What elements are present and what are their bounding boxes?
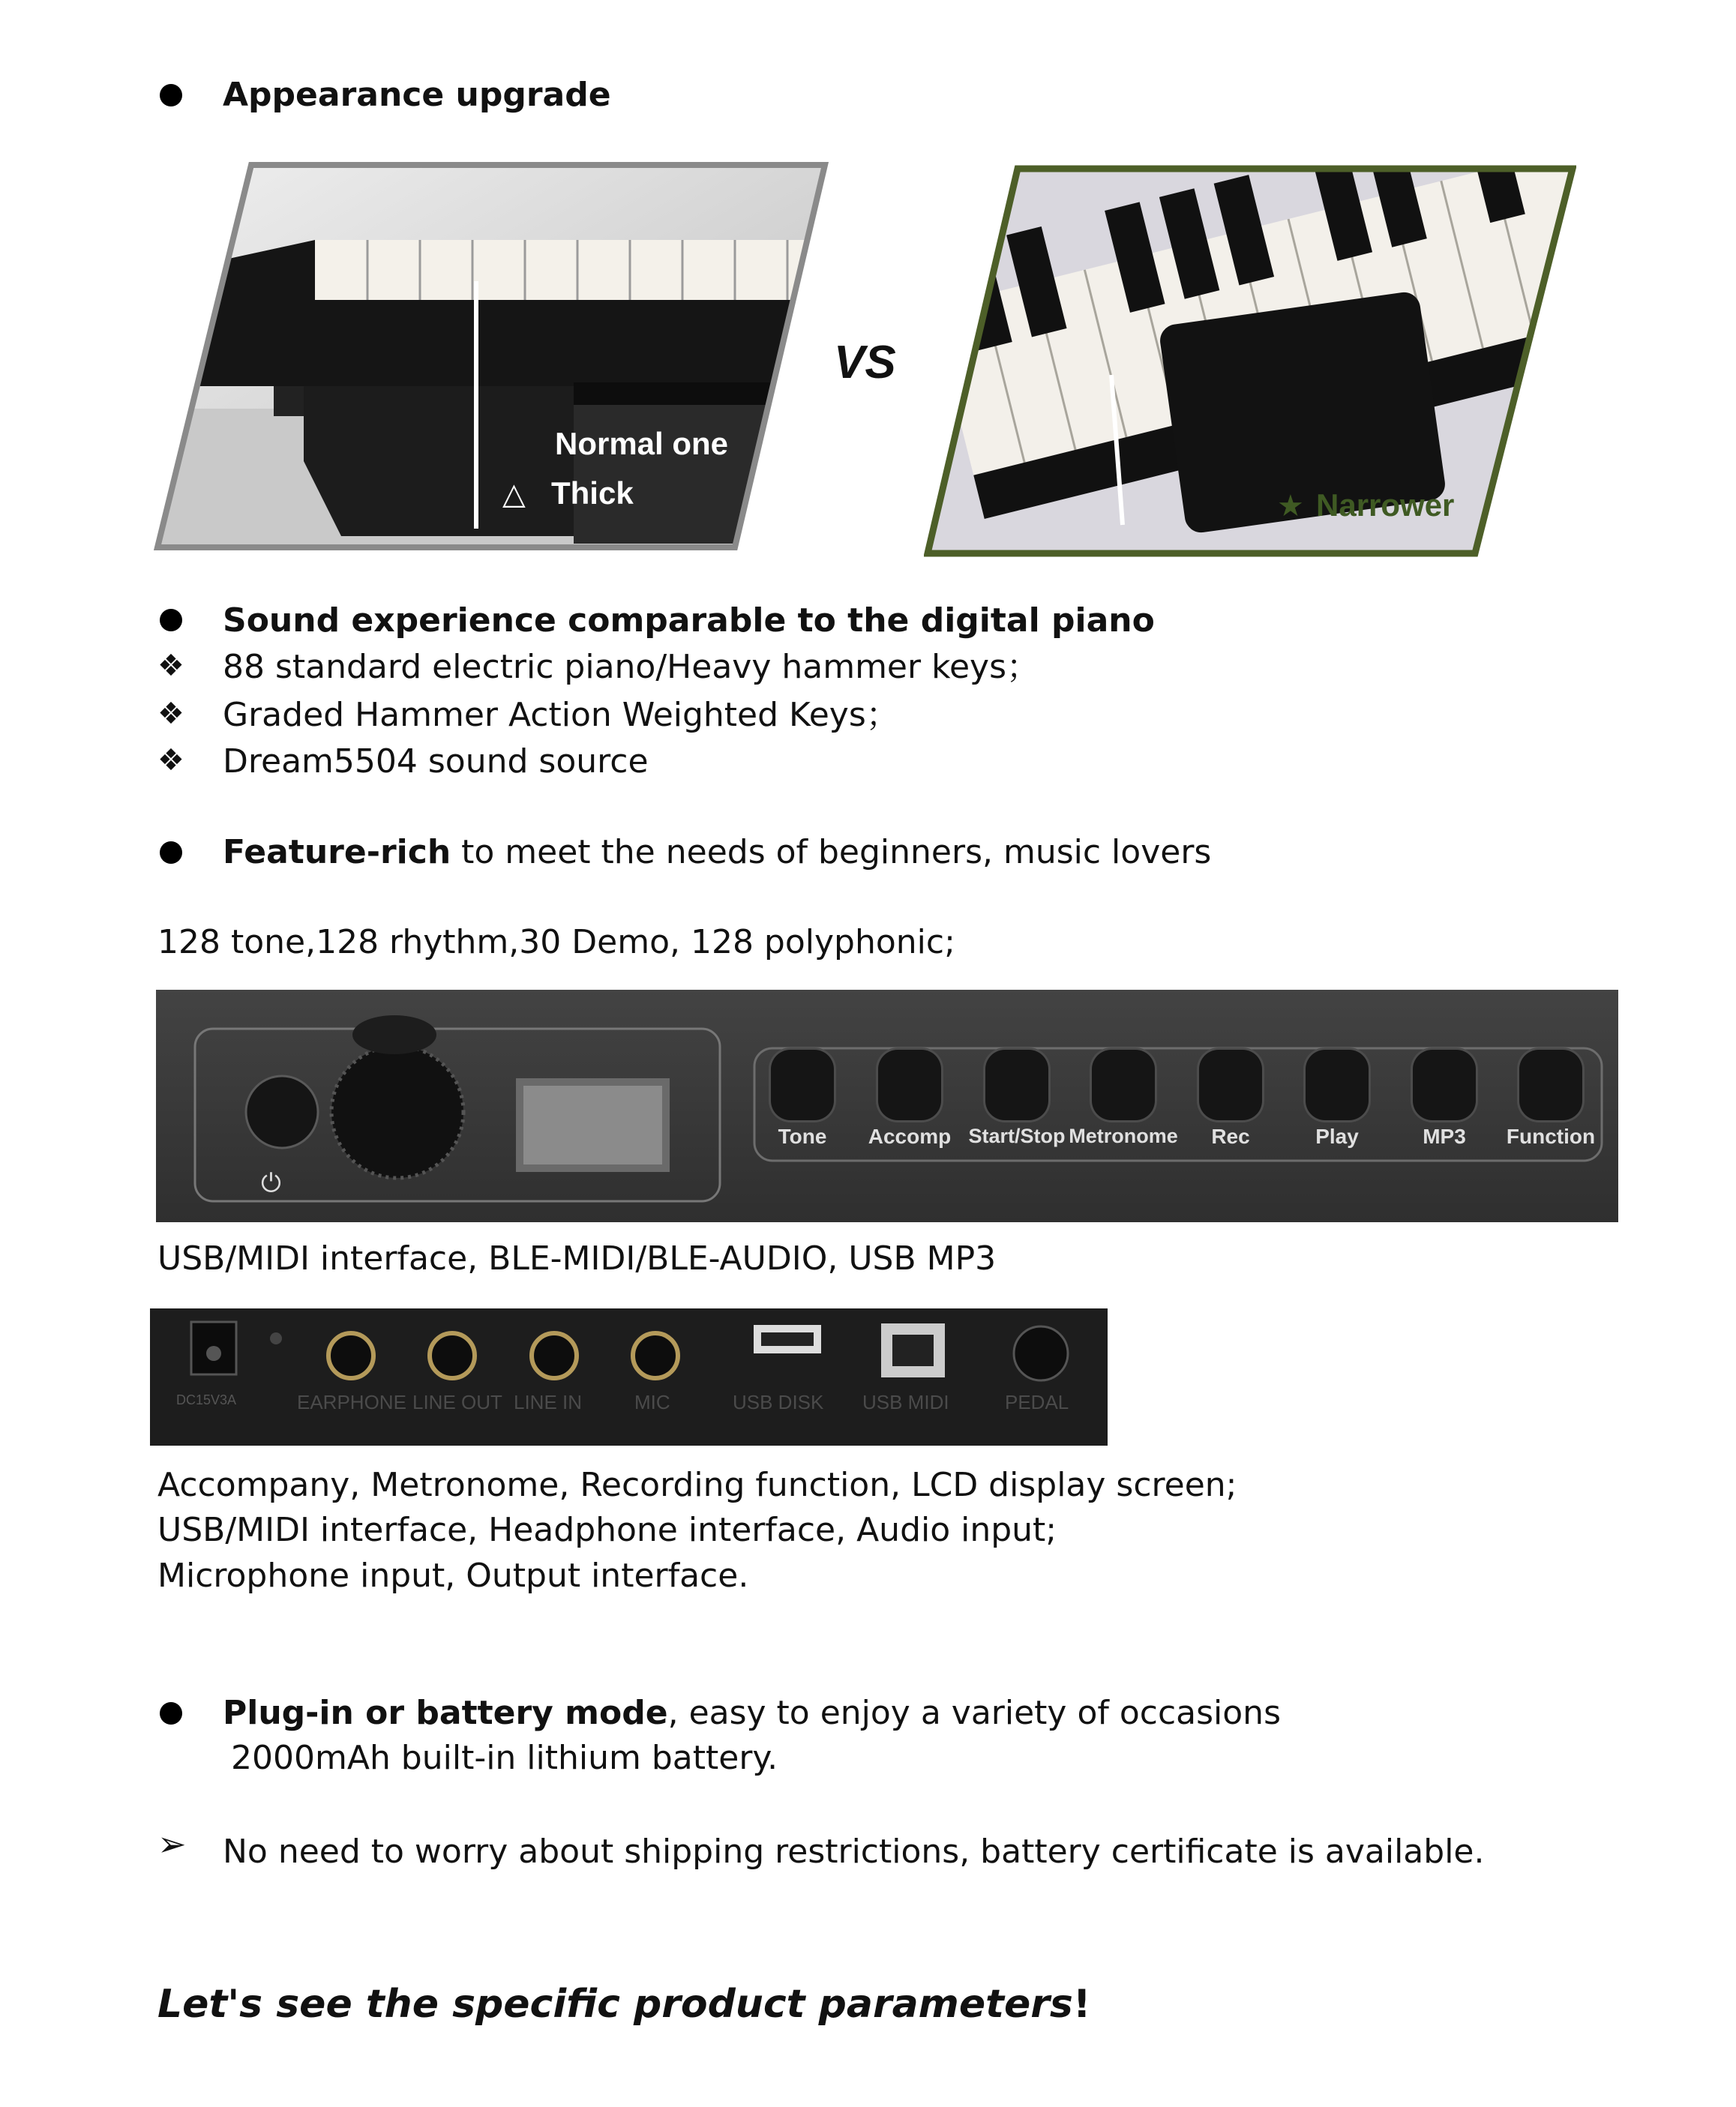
panel-button-mp3[interactable]: [1407, 1050, 1482, 1147]
sound-item-2: Graded Hammer Action Weighted Keys；: [223, 696, 899, 734]
panel-button-start-stop[interactable]: [968, 1050, 1066, 1147]
narrow-piano-image: [924, 165, 1576, 559]
feature-line-1: Accompany, Metronome, Recording function, LCD display screen;: [157, 1466, 1237, 1504]
panel-button-metronome[interactable]: [1069, 1050, 1178, 1147]
sound-item-1: 88 standard electric piano/Heavy hammer keys；: [223, 648, 1040, 686]
interface-line: USB/MIDI interface, BLE-MIDI/BLE-AUDIO, USB MP3: [157, 1239, 997, 1278]
footer-exclaim: !: [1072, 1982, 1091, 2027]
battery-sub: 2000mAh built-in lithium battery.: [231, 1739, 778, 1777]
footer-callout: [157, 1980, 1091, 2031]
normal-piano-image: [154, 161, 829, 551]
panel-button-label: Start/Stop: [968, 1125, 1066, 1147]
port-label-pedal: PEDAL: [1005, 1391, 1069, 1413]
panel-button-play[interactable]: [1300, 1050, 1375, 1147]
port-label-dc: DC15V3A: [176, 1392, 237, 1407]
panel-button-label: Rec: [1211, 1125, 1250, 1148]
port-label-line-out: LINE OUT: [412, 1391, 502, 1413]
heading-feature-rich-bold: Feature-rich: [223, 833, 451, 871]
bullet-icon: [160, 1702, 182, 1725]
panel-button-label: Function: [1506, 1125, 1596, 1148]
power-icon: ⏻: [261, 1168, 281, 1198]
label-narrower: Narrower: [1316, 487, 1455, 523]
bullet-icon: [160, 84, 182, 106]
port-label-usb-midi: USB MIDI: [862, 1391, 949, 1413]
shipping-note: No need to worry about shipping restrictions, battery certificate is available.: [223, 1833, 1485, 1871]
panel-button-label: MP3: [1423, 1125, 1466, 1148]
diamond-bullet-icon: ❖: [157, 697, 184, 731]
sound-item-3: Dream5504 sound source: [223, 742, 649, 781]
feature-line-3: Microphone input, Output interface.: [157, 1557, 749, 1595]
port-label-usb-disk: USB DISK: [733, 1391, 824, 1413]
heading-feature-rich: [223, 831, 1211, 874]
heading-plug-in-rest: , easy to enjoy a variety of occasions: [667, 1694, 1281, 1732]
port-label-line-in: LINE IN: [514, 1391, 583, 1413]
heading-appearance-upgrade: Appearance upgrade: [223, 76, 611, 114]
panel-button-label: Tone: [778, 1125, 827, 1148]
label-thick: Thick: [551, 475, 634, 511]
panel-button-label: Play: [1315, 1125, 1359, 1148]
star-icon: ★: [1277, 489, 1304, 523]
bullet-icon: [160, 841, 182, 864]
diamond-bullet-icon: ❖: [157, 743, 184, 778]
panel-button-label: Accomp: [868, 1125, 952, 1148]
heading-plug-in: [223, 1692, 1281, 1734]
panel-button-accomp[interactable]: [868, 1050, 952, 1148]
bullet-icon: [160, 609, 182, 631]
panel-button-tone[interactable]: [765, 1050, 840, 1147]
panel-button-label: Metronome: [1069, 1125, 1178, 1147]
label-normal-one: Normal one: [555, 426, 729, 461]
control-panel-image: [156, 990, 1618, 1222]
arrow-bullet-icon: ➢: [157, 1824, 187, 1864]
footer-callout-text: Let's see the specific product parameters: [157, 1982, 1073, 2027]
rear-ports-image: [150, 1308, 1108, 1446]
heading-sound-experience: Sound experience comparable to the digital piano: [223, 601, 1155, 640]
heading-plug-in-bold: Plug-in or battery mode: [223, 1694, 668, 1732]
diamond-bullet-icon: ❖: [157, 649, 184, 683]
port-label-mic: MIC: [634, 1391, 670, 1413]
spec-line: 128 tone,128 rhythm,30 Demo, 128 polyphonic;: [157, 923, 955, 961]
vs-label: VS: [834, 337, 896, 388]
panel-button-function[interactable]: [1506, 1050, 1596, 1148]
panel-button-rec[interactable]: [1193, 1050, 1268, 1147]
triangle-icon: △: [502, 477, 526, 511]
heading-feature-rich-rest: to meet the needs of beginners, music lovers: [451, 833, 1212, 871]
feature-line-2: USB/MIDI interface, Headphone interface, Audio input;: [157, 1511, 1057, 1549]
port-label-earphone: EARPHONE: [297, 1391, 406, 1413]
